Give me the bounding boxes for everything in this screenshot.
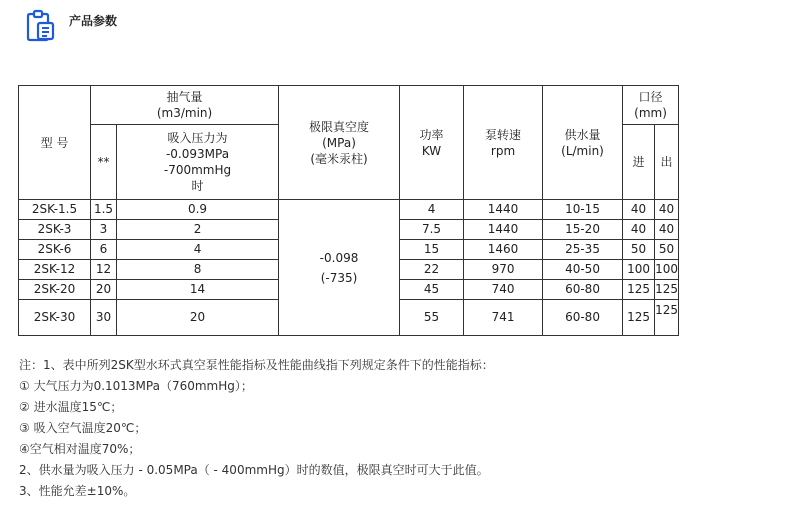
cell-out: 40 <box>655 220 679 240</box>
note-line: 3、性能允差±10%。 <box>19 484 136 498</box>
note-line: ① 大气压力为0.1013MPa（760mmHg）； <box>19 379 253 393</box>
cell-power: 22 <box>400 260 464 280</box>
header-vacuum <box>279 86 400 200</box>
cell-a: 12 <box>91 260 117 280</box>
note-line: ② 进水温度15℃； <box>19 400 123 414</box>
header-water <box>543 86 623 200</box>
header-water-text: 供水量 (L/min) <box>561 127 604 158</box>
header-out: 出 <box>655 125 679 200</box>
table-row <box>19 200 679 220</box>
cell-b: 20 <box>117 300 279 336</box>
cell-power: 4 <box>400 200 464 220</box>
cell-model: 2SK-20 <box>19 280 91 300</box>
cell-speed: 970 <box>464 260 543 280</box>
header-diameter-text: 口径 (mm) <box>634 90 667 120</box>
header-speed <box>464 86 543 200</box>
cell-power: 55 <box>400 300 464 336</box>
cell-out: 100 <box>655 260 679 280</box>
header-in: 进 <box>623 125 655 200</box>
cell-speed: 740 <box>464 280 543 300</box>
cell-b: 14 <box>117 280 279 300</box>
header-model: 型 号 <box>19 86 91 200</box>
cell-vacuum <box>279 200 400 336</box>
cell-in: 125 <box>623 280 655 300</box>
product-parameter-table <box>18 85 679 336</box>
notes-section <box>19 355 494 502</box>
cell-model: 2SK-12 <box>19 260 91 280</box>
header-suction-sub1: ** <box>91 125 117 200</box>
cell-water: 25-35 <box>543 240 623 260</box>
cell-speed: 1440 <box>464 220 543 240</box>
cell-model: 2SK-1.5 <box>19 200 91 220</box>
cell-out: 40 <box>655 200 679 220</box>
header-speed-text: 泵转速 rpm <box>485 127 522 158</box>
header-power-text: 功率 KW <box>419 127 444 158</box>
note-line: ④空气相对温度70%； <box>19 442 141 456</box>
clipboard-icon <box>24 8 58 42</box>
header-suction-sub2-text: 吸入压力为 -0.093MPa -700mmHg 时 <box>163 131 232 193</box>
cell-out: 125 <box>655 300 679 336</box>
cell-a: 3 <box>91 220 117 240</box>
cell-a: 20 <box>91 280 117 300</box>
header-diameter <box>623 86 679 125</box>
cell-speed: 1440 <box>464 200 543 220</box>
cell-model: 2SK-6 <box>19 240 91 260</box>
cell-b: 0.9 <box>117 200 279 220</box>
cell-in: 100 <box>623 260 655 280</box>
cell-b: 8 <box>117 260 279 280</box>
cell-model: 2SK-30 <box>19 300 91 336</box>
cell-water: 60-80 <box>543 280 623 300</box>
page-header <box>24 8 117 42</box>
cell-in: 40 <box>623 200 655 220</box>
note-line: 2、供水量为吸入压力 - 0.05MPa（ - 400mmHg）时的数值，极限真空时可大于此值。 <box>19 463 489 477</box>
note-line: 注：1、表中所列2SK型水环式真空泵性能指标及性能曲线指下列规定条件下的性能指标： <box>19 358 494 372</box>
cell-b: 2 <box>117 220 279 240</box>
header-suction-sub2 <box>117 125 279 200</box>
cell-a: 1.5 <box>91 200 117 220</box>
header-suction <box>91 86 279 125</box>
cell-in: 50 <box>623 240 655 260</box>
cell-power: 15 <box>400 240 464 260</box>
page-title: 产品参数 <box>69 14 118 28</box>
header-suction-text: 抽气量 (m3/min) <box>156 90 213 120</box>
cell-water: 15-20 <box>543 220 623 240</box>
cell-vacuum-text: -0.098 (-735) <box>319 250 359 285</box>
header-power <box>400 86 464 200</box>
cell-in: 40 <box>623 220 655 240</box>
cell-out: 125 <box>655 280 679 300</box>
cell-out: 50 <box>655 240 679 260</box>
cell-water: 60-80 <box>543 300 623 336</box>
note-line: ③ 吸入空气温度20℃； <box>19 421 147 435</box>
header-vacuum-text: 极限真空度 (MPa) (毫米汞柱) <box>309 119 370 166</box>
cell-water: 40-50 <box>543 260 623 280</box>
cell-power: 45 <box>400 280 464 300</box>
cell-water: 10-15 <box>543 200 623 220</box>
cell-model: 2SK-3 <box>19 220 91 240</box>
cell-a: 30 <box>91 300 117 336</box>
cell-in: 125 <box>623 300 655 336</box>
cell-speed: 1460 <box>464 240 543 260</box>
cell-power: 7.5 <box>400 220 464 240</box>
cell-a: 6 <box>91 240 117 260</box>
cell-b: 4 <box>117 240 279 260</box>
cell-speed: 741 <box>464 300 543 336</box>
